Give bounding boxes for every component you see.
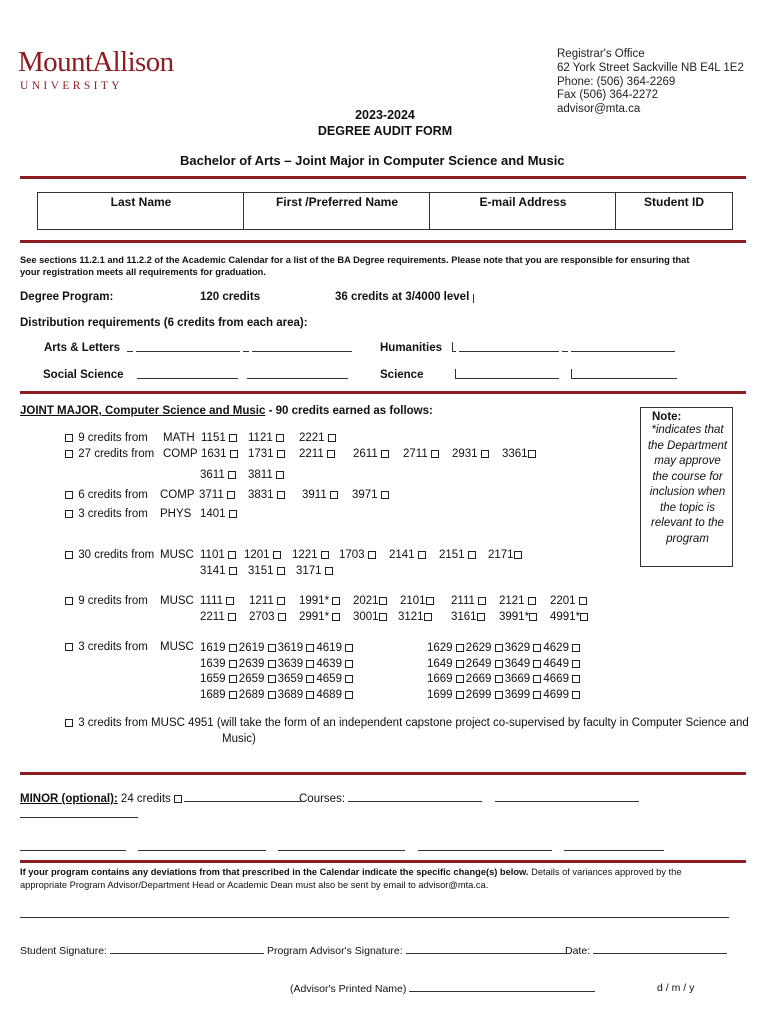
musc-course[interactable]: 3151 [248,565,287,577]
address-line: Fax (506) 364-2272 [557,89,659,102]
note-line: *indicates that [651,424,724,436]
deviation-field[interactable] [20,908,729,918]
musc-course[interactable]: 2021 [353,595,389,607]
math-course[interactable]: 1121 [248,432,286,444]
math-course[interactable]: 2221 [299,432,338,444]
minor-credits: 24 credits [117,793,174,805]
university-logo: MountAllison [18,46,174,78]
form-title: DEGREE AUDIT FORM [317,124,453,138]
musc-course[interactable]: 2101 [400,595,436,607]
musc-course[interactable]: 2991* [299,611,342,623]
note-title: Note: [652,411,682,423]
form-year: 2023-2024 [355,108,415,122]
requirement-label: 3 credits from [78,641,148,653]
musc-course[interactable]: 3121 [398,611,434,623]
last-name-label: Last Name [110,195,172,209]
math-requirement[interactable] [65,432,148,444]
comp-course[interactable]: 2711 [403,448,441,460]
joint-major-heading [20,405,433,417]
minor-courses-label: Courses: [299,793,346,805]
musc-course[interactable]: 2111 [451,595,488,607]
course-row: 1619 2619 3619 4619 [200,641,355,657]
distribution-label: Distribution requirements (6 credits from each area): [20,317,308,329]
comp-course[interactable]: 3611 [200,469,238,481]
checkbox-icon[interactable] [65,719,73,727]
date-field[interactable] [593,944,727,954]
checkbox-icon[interactable] [65,434,73,442]
course-row: 1689 2689 3689 4689 [200,688,355,704]
comp-subject: COMP [160,489,195,501]
email-label: E-mail Address [479,195,567,209]
musc-course[interactable]: 1703 [339,549,378,561]
social-science-blanks[interactable] [137,369,348,382]
program-title: Bachelor of Arts – Joint Major in Computer Science and Music [180,153,565,168]
requirement-label: 6 credits from [78,489,148,501]
first-name-label: First /Preferred Name [275,195,399,209]
phys-subject: PHYS [160,508,192,520]
course-row: 1659 2659 3659 4659 [200,672,355,688]
note-line: the Department [647,439,728,452]
advisor-printed-name-label: (Advisor's Printed Name) [290,983,407,995]
advisor-signature-field[interactable] [406,944,566,954]
note-line: relevant to the [651,517,724,529]
advisor-printed-name [290,982,595,995]
musc-course[interactable]: 1101 [200,549,238,561]
student-signature-label: Student Signature: [20,945,107,957]
note-line: inclusion when [649,486,726,498]
date [565,944,727,957]
email-cell[interactable] [430,193,616,229]
course-row: 1699 2699 3699 4699 [427,688,582,704]
musc-course[interactable]: 1221 [292,549,331,561]
note-line: the topic is [660,501,715,514]
capstone-requirement[interactable] [65,717,749,729]
musc-elective-requirement[interactable] [65,595,148,607]
comp-course[interactable]: 3361 [502,448,538,460]
address-line: Registrar's Office [557,48,645,60]
minor-courses [299,792,639,805]
minor-line [20,792,301,805]
note-line: the course for [652,470,723,483]
minor-extra-field[interactable] [20,808,138,821]
divider [20,860,746,863]
note-line: may approve [654,455,721,467]
musc-course[interactable]: 2211 [200,611,238,623]
comp-course[interactable]: 2611 [353,448,391,460]
advisor-printed-name-field[interactable] [409,982,595,992]
checkbox-icon[interactable] [65,551,73,559]
musc-course[interactable]: 2141 [389,549,428,561]
minor-course-field[interactable] [495,792,639,802]
requirement-label: 30 credits from [78,549,155,561]
checkbox-icon[interactable] [65,491,73,499]
checkbox-icon[interactable] [65,450,73,458]
comp-course[interactable]: 3711 [199,489,237,501]
musc-course[interactable]: 3171 [296,565,335,577]
registrar-address [557,48,744,117]
comp-course[interactable]: 2931 [452,448,491,460]
date-label: Date: [565,945,591,957]
degree-program-label: Degree Program: [20,291,114,303]
student-id-label: Student ID [644,195,704,209]
course-row: 1629 2629 3629 4629 [427,641,582,657]
science-blanks[interactable] [455,369,677,382]
advisor-signature [267,944,566,957]
comp-course[interactable]: 2211 [299,448,337,460]
musc-subject: MUSC [160,641,194,653]
musc-subject: MUSC [160,595,194,607]
date-format-hint: d / m / y [657,982,695,994]
university-logo-subtitle: UNIVERSITY [20,80,123,92]
joint-major-title: JOINT MAJOR, Computer Science and Music [20,405,266,417]
address-line: advisor@mta.ca [557,103,641,116]
comp-core-requirement[interactable] [65,448,154,460]
student-id-cell[interactable] [616,193,732,229]
musc-course[interactable]: 2121 [499,595,538,607]
musc-course[interactable]: 4991* [550,611,590,623]
requirement-label: 3 credits from [78,508,148,520]
musc-course[interactable]: 3141 [200,565,239,577]
intro-text-line2: your registration meets all requirements for graduation. [20,267,266,277]
social-science-label: Social Science [43,369,124,381]
musc-course[interactable]: 3161 [451,611,487,623]
math-course[interactable]: 1151 [201,432,239,444]
last-name-cell[interactable] [38,193,244,229]
requirement-label: 27 credits from [78,448,155,460]
divider [20,240,746,243]
checkbox-icon[interactable] [65,597,73,605]
comp-subject: COMP [163,448,198,460]
minor-name-field[interactable] [184,792,301,802]
degree-level-credits: 36 credits at 3/4000 level [335,291,470,303]
musc-course[interactable]: 2151 [439,549,478,561]
course-row: 1649 2649 3649 4649 [427,657,582,673]
minor-extra-fields[interactable] [20,841,664,854]
deviation-bold: If your program contains any deviations from that prescribed in the Calendar indicate the specific change(s) below. [20,867,529,877]
phys-requirement[interactable] [65,508,148,520]
musc-course[interactable]: 3001 [353,611,389,623]
comp-course[interactable]: 1631 [201,448,240,460]
checkbox-icon[interactable] [174,795,182,803]
arts-letters-label: Arts & Letters [44,342,121,354]
comp-course[interactable]: 3811 [248,469,286,481]
advisor-signature-label: Program Advisor's Signature: [267,945,403,957]
arts-letters-blanks[interactable] [127,342,352,355]
comp-course[interactable]: 3831 [248,489,287,501]
comp-course[interactable]: 3911 [302,489,340,501]
divider [20,772,746,775]
musc-course[interactable]: 2703 [249,611,288,623]
divider [20,391,746,394]
comp-course[interactable]: 3971 [352,489,391,501]
deviation-text-line2: appropriate Program Advisor/Department Head or Academic Dean must also be sent by email to advisor@mta.ca. [20,880,489,890]
deviation-rest: Details of variances approved by the [528,867,682,877]
musc-course[interactable]: 1201 [244,549,283,561]
minor-label: MINOR (optional): [20,793,118,805]
comp-course[interactable]: 1731 [248,448,287,460]
capstone-text: 3 credits from MUSC 4951 (will take the form of an independent capstone project co-supervised by faculty in Computer Science and [78,717,749,729]
musc-core-requirement[interactable] [65,549,154,561]
musc-ensemble-requirement[interactable] [65,641,148,653]
note-box [640,407,733,567]
musc-course[interactable]: 3991* [499,611,539,623]
course-row: 1639 2639 3639 4639 [200,657,355,673]
musc-course[interactable]: 2201 [550,595,589,607]
student-signature-field[interactable] [110,944,264,954]
musc-ensemble-right-grid [427,641,582,703]
intro-text-line1: See sections 11.2.1 and 11.2.2 of the Academic Calendar for a list of the BA Degree requirements. Please note that you are responsible for ensuring that [20,255,690,265]
note-line: program [666,532,709,545]
checkbox-icon[interactable] [65,510,73,518]
student-signature [20,944,264,957]
humanities-label: Humanities [380,342,442,354]
requirement-label: 9 credits from [78,432,148,444]
musc-course[interactable]: 1111 [200,595,236,607]
math-subject: MATH [163,432,195,444]
divider [20,176,746,179]
joint-major-subtitle: - 90 credits earned as follows: [265,405,433,417]
musc-course[interactable]: 1991* [299,595,342,607]
minor-course-field[interactable] [348,792,482,802]
phys-course[interactable]: 1401 [200,508,239,520]
deviation-text [20,866,681,879]
checkbox-icon[interactable] [65,643,73,651]
course-row: 1669 2669 3669 4669 [427,672,582,688]
degree-credits: 120 credits [200,291,261,303]
humanities-blanks[interactable] [452,342,675,355]
address-line: 62 York Street Sackville NB E4L 1E2 [557,61,744,74]
musc-ensemble-left-grid [200,641,355,703]
musc-course[interactable]: 2171 [488,549,524,561]
capstone-text-line2: Music) [222,733,256,745]
musc-subject: MUSC [160,549,194,561]
musc-course[interactable]: 1211 [249,595,287,607]
comp-elective-requirement[interactable] [65,489,148,501]
address-line: Phone: (506) 364-2269 [557,75,676,88]
requirement-label: 9 credits from [78,595,148,607]
science-label: Science [380,369,424,381]
cursor-mark [473,294,474,303]
note-text [643,423,732,547]
student-info-table [37,192,733,230]
first-name-cell[interactable] [244,193,430,229]
